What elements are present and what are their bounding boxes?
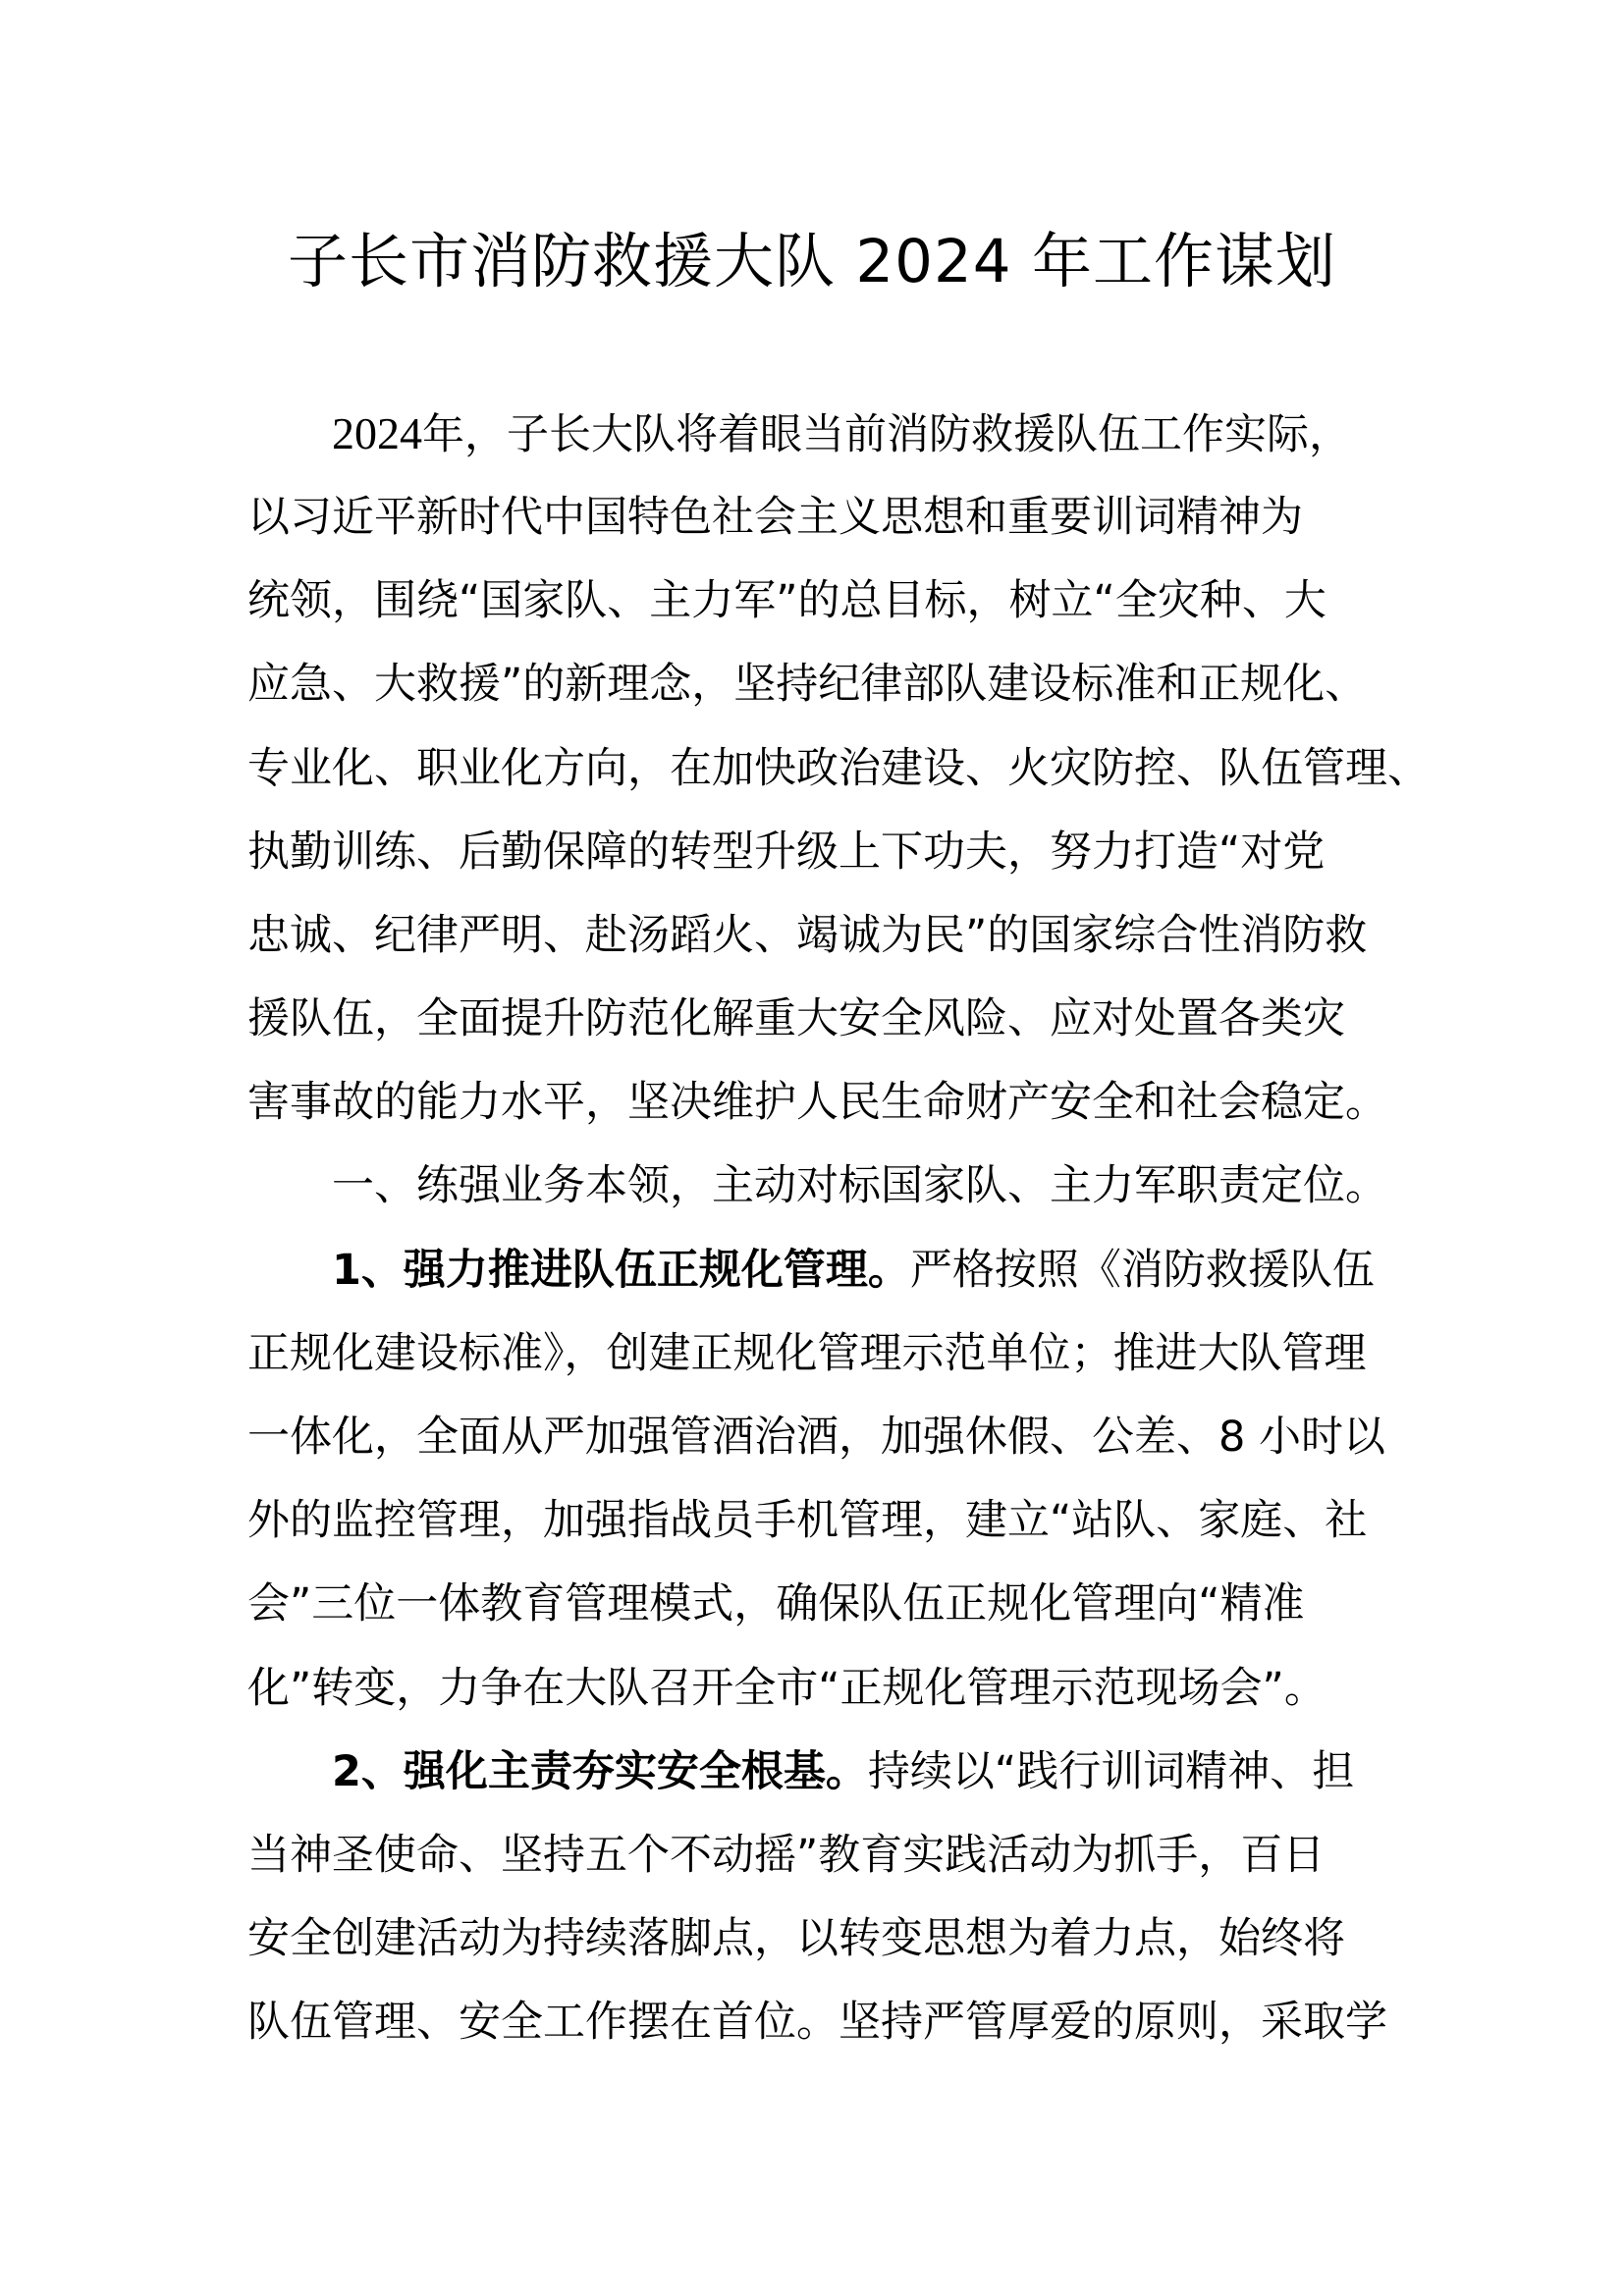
intro-first-line-text: 年，子长大队将着眼当前消防救援队伍工作实际， xyxy=(422,410,1351,459)
item1-line: 外的监控管理，加强指战员手机管理，建立“站队、家庭、社 xyxy=(247,1496,1368,1545)
document-title: 子长市消防救援大队 2024 年工作谋划 xyxy=(287,227,1337,296)
item1-line: 一体化，全面从严加强管酒治酒，加强休假、公差、8 小时以 xyxy=(247,1413,1386,1462)
intro-line: 害事故的能力水平，坚决维护人民生命财产安全和社会稳定。 xyxy=(247,1078,1387,1127)
item2-line: 安全创建活动为持续落脚点，以转变思想为着力点，始终将 xyxy=(247,1914,1345,1963)
item2-line: 当神圣使命、坚持五个不动摇”教育实践活动为抓手，百日 xyxy=(247,1831,1326,1880)
intro-line: 忠诚、纪律严明、赴汤蹈火、竭诚为民”的国家综合性消防救 xyxy=(247,911,1368,960)
intro-line: 援队伍，全面提升防范化解重大安全风险、应对处置各类灾 xyxy=(247,994,1345,1043)
item2-first-line-text: 持续以“践行训词精神、担 xyxy=(867,1747,1355,1796)
intro-line: 执勤训练、后勤保障的转型升级上下功夫，努力打造“对党 xyxy=(247,828,1326,877)
intro-line: 专业化、职业化方向，在加快政治建设、火灾防控、队伍管理、 xyxy=(247,744,1430,793)
item2-line: 队伍管理、安全工作摆在首位。坚持严管厚爱的原则，采取学 xyxy=(247,1998,1387,2047)
item1-bold-heading: 1、强力推进队伍正规化管理。 xyxy=(332,1246,910,1295)
intro-year: 2024 xyxy=(332,408,422,458)
item2-first-line xyxy=(332,1740,1354,1803)
item1-line: 会”三位一体教育管理模式，确保队伍正规化管理向“精准 xyxy=(247,1579,1305,1629)
intro-line: 应急、大救援”的新理念，坚持纪律部队建设标准和正规化、 xyxy=(247,660,1368,709)
item1-first-line-text: 严格按照《消防救援队伍 xyxy=(909,1246,1375,1295)
item2-bold-heading: 2、强化主责夯实安全根基。 xyxy=(332,1747,868,1796)
intro-line: 统领，围绕“国家队、主力军”的总目标，树立“全灾种、大 xyxy=(247,576,1326,625)
intro-line: 以习近平新时代中国特色社会主义思想和重要训词精神为 xyxy=(247,493,1303,542)
item1-first-line xyxy=(332,1239,1375,1302)
intro-first-line xyxy=(332,402,1351,465)
item1-line: 化”转变，力争在大队召开全市“正规化管理示范现场会”。 xyxy=(247,1664,1326,1713)
section-heading: 一、练强业务本领，主动对标国家队、主力军职责定位。 xyxy=(332,1161,1387,1210)
item1-line: 正规化建设标准》，创建正规化管理示范单位；推进大队管理 xyxy=(247,1329,1367,1378)
